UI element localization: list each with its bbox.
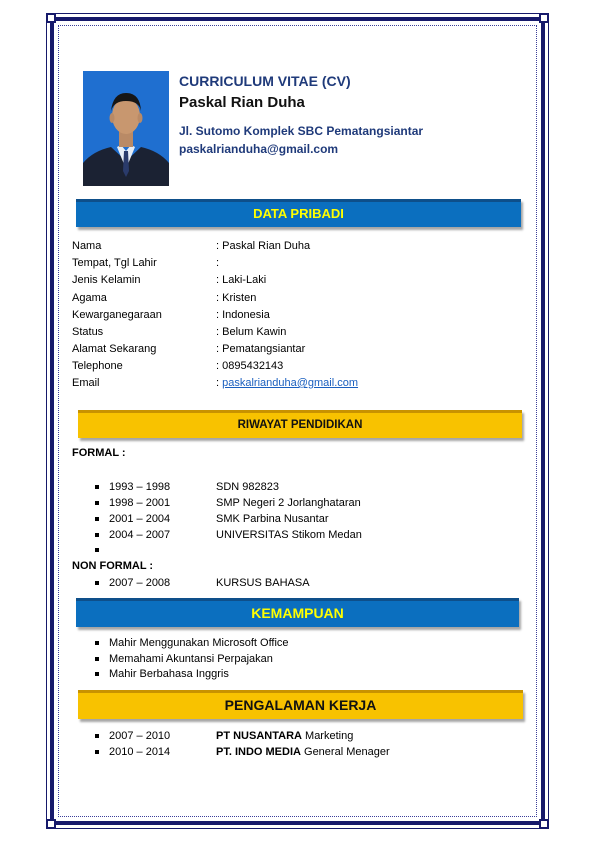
personal-value: : Laki-Laki [216, 274, 267, 286]
personal-label: Telephone [72, 360, 123, 372]
personal-value: : 0895432143 [216, 360, 284, 372]
personal-label: Alamat Sekarang [72, 343, 157, 355]
personal-label: Agama [72, 292, 107, 304]
bullet [95, 750, 99, 754]
education-school: SMK Parbina Nusantar [216, 513, 329, 525]
bullet [95, 517, 99, 521]
education-school: UNIVERSITAS Stikom Medan [216, 529, 362, 541]
personal-label: Status [72, 326, 104, 338]
experience-detail [216, 729, 353, 744]
education-years: 2007 – 2008 [109, 577, 171, 589]
personal-label: Jenis Kelamin [72, 274, 141, 286]
section-experience-bar [78, 690, 523, 719]
personal-value: : Pematangsiantar [216, 343, 306, 355]
education-years: 1998 – 2001 [109, 497, 171, 509]
education-school: SMP Negeri 2 Jorlanghataran [216, 497, 361, 509]
bullet [95, 501, 99, 505]
bullet [95, 581, 99, 585]
experience-role: Marketing [301, 730, 354, 742]
personal-value: : Paskal Rian Duha [216, 240, 311, 252]
personal-email-colon: : [216, 377, 223, 389]
border-corner-bottom-left [46, 819, 56, 829]
personal-value: : [216, 257, 220, 269]
personal-label: Nama [72, 240, 102, 252]
bullet [95, 734, 99, 738]
skill-item: Mahir Berbahasa Inggris [109, 668, 229, 680]
personal-value: : Kristen [216, 292, 257, 304]
section-education-title: RIWAYAT PENDIDIKAN [237, 419, 363, 431]
formal-label: FORMAL : [72, 447, 126, 459]
education-years: 2004 – 2007 [109, 529, 171, 541]
education-school: KURSUS BAHASA [216, 577, 310, 589]
bullet [95, 641, 99, 645]
nonformal-label: NON FORMAL : [72, 560, 154, 572]
section-skills-title: KEMAMPUAN [251, 605, 344, 621]
experience-role: General Menager [300, 746, 390, 758]
personal-value [216, 376, 358, 391]
border-corner-bottom-right [539, 819, 549, 829]
section-experience-title: PENGALAMAN KERJA [224, 697, 377, 713]
education-school: SDN 982823 [216, 481, 279, 493]
bullet-empty [95, 548, 99, 552]
personal-label: Email [72, 377, 100, 389]
header-email: paskalrianduha@gmail.com [179, 142, 339, 156]
cv-title: CURRICULUM VITAE (CV) [179, 73, 351, 89]
bullet [95, 657, 99, 661]
personal-value: : Indonesia [216, 309, 270, 321]
header-address: Jl. Sutomo Komplek SBC Pematangsiantar [179, 124, 424, 138]
bullet [95, 672, 99, 676]
skill-item: Mahir Menggunakan Microsoft Office [109, 637, 289, 649]
border-corner-top-right [539, 13, 549, 23]
experience-company: PT. INDO MEDIA [216, 746, 301, 758]
email-link[interactable]: paskalrianduha@gmail.com [222, 377, 359, 389]
experience-company: PT NUSANTARA [216, 730, 302, 742]
skill-item: Memahami Akuntansi Perpajakan [109, 653, 273, 665]
education-years: 1993 – 1998 [109, 481, 171, 493]
profile-photo [83, 71, 169, 186]
bullet [95, 485, 99, 489]
bullet [95, 533, 99, 537]
section-skills-bar [76, 598, 519, 627]
section-education-bar [78, 410, 522, 438]
section-personal-bar [76, 199, 521, 227]
experience-detail [216, 745, 390, 760]
section-personal-title: DATA PRIBADI [253, 206, 344, 221]
experience-years: 2007 – 2010 [109, 730, 171, 742]
education-years: 2001 – 2004 [109, 513, 171, 525]
full-name: Paskal Rian Duha [179, 94, 305, 111]
personal-label: Tempat, Tgl Lahir [72, 257, 157, 269]
personal-label: Kewarganegaraan [72, 309, 162, 321]
border-corner-top-left [46, 13, 56, 23]
experience-years: 2010 – 2014 [109, 746, 171, 758]
personal-value: : Belum Kawin [216, 326, 287, 338]
